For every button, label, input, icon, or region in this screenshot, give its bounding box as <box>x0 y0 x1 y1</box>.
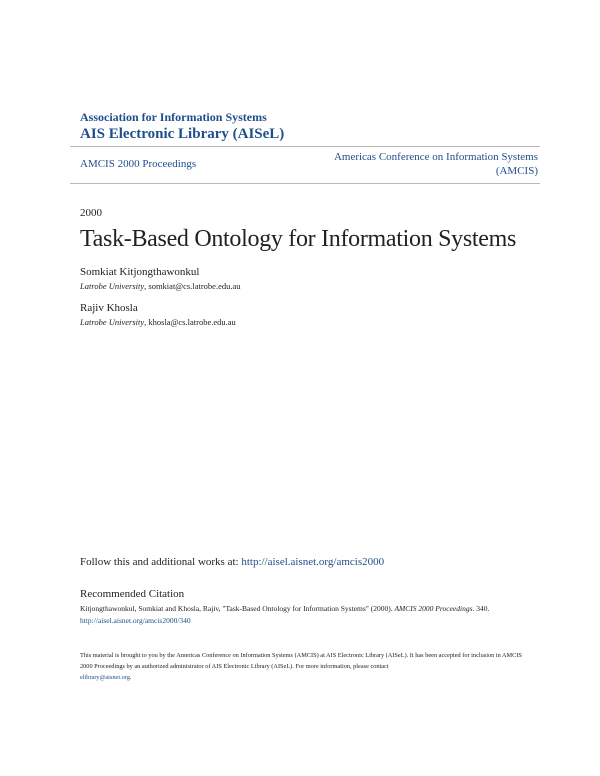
notice-text: This material is brought to you by the Americas Conference on Information Systems (AMCIS) at AIS Electronic Library (AISeL). It has been accepted for inclusion in AMCIS 2000 Proceedings by an authorized administrator of AIS Electronic Library (AISeL). For more information, please contact <box>80 652 522 670</box>
citation-text: Kitjongthawonkul, Somkiat and Khosla, Rajiv, "Task-Based Ontology for Information Systems" (2000). <box>80 604 393 613</box>
paper-title: Task-Based Ontology for Information Systems <box>80 226 517 252</box>
author-name: Rajiv Khosla <box>80 302 138 314</box>
conference-name: Americas Conference on Information Systems <box>333 151 538 163</box>
author-affiliation <box>80 281 240 291</box>
proceedings-link[interactable]: AMCIS 2000 Proceedings <box>80 158 197 170</box>
conference-link[interactable] <box>334 150 538 178</box>
author-affiliation <box>80 317 236 327</box>
org-name[interactable]: Association for Information Systems <box>80 110 267 124</box>
author-name: Somkiat Kitjongthawonkul <box>80 266 200 278</box>
author-email: , somkiat@cs.latrobe.edu.au <box>144 281 241 291</box>
proceedings-band <box>70 146 540 184</box>
usage-notice <box>80 650 530 683</box>
conference-acronym: (AMCIS) <box>495 165 538 177</box>
citation-tail: . 340. <box>472 604 490 613</box>
publisher-header <box>80 110 284 143</box>
library-name[interactable]: AIS Electronic Library (AISeL) <box>80 126 285 142</box>
institution: Latrobe University <box>80 317 145 327</box>
collection-link[interactable]: http://aisel.aisnet.org/amcis2000 <box>241 556 385 568</box>
citation-block <box>80 603 530 627</box>
citation-venue: AMCIS 2000 Proceedings <box>394 604 473 613</box>
recommended-citation-heading: Recommended Citation <box>80 588 185 600</box>
follow-line <box>80 556 384 568</box>
author-email: , khosla@cs.latrobe.edu.au <box>144 317 236 327</box>
notice-tail: . <box>129 674 132 681</box>
follow-text: Follow this and additional works at: <box>80 556 242 568</box>
contact-email-link[interactable]: elibrary@aisnet.org <box>80 674 130 681</box>
publication-year: 2000 <box>80 207 102 219</box>
citation-link[interactable]: http://aisel.aisnet.org/amcis2000/340 <box>80 616 191 625</box>
institution: Latrobe University <box>80 281 145 291</box>
